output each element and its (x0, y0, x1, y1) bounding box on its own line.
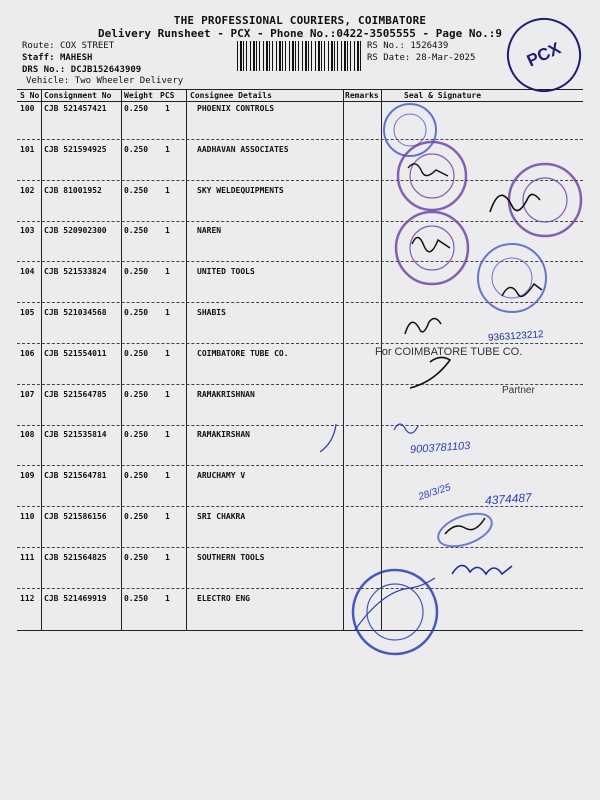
cell-weight: 0.250 (124, 593, 149, 603)
cell-weight: 0.250 (124, 104, 149, 113)
col-header-consignee: Consignee Details (190, 91, 272, 100)
staff-value: MAHESH (59, 53, 93, 63)
staff-label: Staff: (22, 53, 55, 63)
cell-consignment-no: CJB 521586156 (44, 512, 107, 521)
partner-text: Partner (502, 385, 535, 396)
col-header-seal: Seal & Signature (404, 91, 482, 100)
rs-date-label: RS Date: (367, 53, 411, 63)
number-109: 4374487 (484, 490, 533, 508)
col-header-pcs: PCS (160, 91, 175, 100)
cell-weight: 0.250 (124, 308, 149, 317)
signature-104 (502, 284, 542, 296)
signature-112 (355, 578, 435, 630)
cell-consignee-name: SOUTHERN TOOLS (197, 552, 265, 562)
stamp-naren (396, 212, 468, 284)
cell-consignment-no: CJB 521469919 (44, 593, 107, 603)
cell-consignee-name: SKY WELDEQUIPMENTS (197, 185, 284, 195)
cell-consignment-no: CJB 521457421 (44, 104, 107, 113)
cell-pcs: 1 (165, 267, 170, 277)
cell-pcs: 1 (165, 104, 170, 113)
cell-consignment-no: CJB 521564785 (44, 389, 107, 399)
cell-sno: 103 (20, 226, 35, 236)
cell-pcs: 1 (165, 512, 170, 521)
cell-pcs: 1 (165, 552, 170, 562)
cell-weight: 0.250 (124, 267, 149, 277)
cell-sno: 104 (20, 267, 35, 277)
cell-sno: 111 (20, 552, 35, 562)
company-title: THE PROFESSIONAL COURIERS, COIMBATORE (173, 14, 427, 27)
cell-consignee-name: COIMBATORE TUBE CO. (197, 348, 289, 358)
cell-consignee-name: RAMAKRISHNAN (197, 389, 255, 399)
cell-consignee-name: PHOENIX CONTROLS (197, 104, 275, 113)
cell-sno: 106 (20, 348, 35, 358)
cell-consignment-no: CJB 521533824 (44, 267, 107, 277)
cell-consignee-name: SHABIS (197, 308, 226, 317)
col-header-consignment: Consignment No (44, 91, 112, 100)
cell-weight: 0.250 (124, 430, 149, 440)
stamp-sky-weld (509, 164, 581, 236)
cell-weight: 0.250 (124, 552, 149, 562)
rs-date-value: 28-Mar-2025 (415, 53, 476, 63)
rs-no-label: RS No.: (367, 41, 405, 51)
cell-weight: 0.250 (124, 512, 149, 521)
cell-pcs: 1 (165, 471, 170, 481)
cell-pcs: 1 (165, 185, 170, 195)
cell-sno: 101 (20, 144, 35, 154)
cell-consignee-name: ELECTRO ENG (197, 593, 250, 603)
runsheet-subtitle: Delivery Runsheet - PCX - Phone No.:0422-3505555 - Page No.:9 (98, 27, 502, 40)
cell-consignment-no: CJB 521034568 (44, 308, 107, 317)
cell-pcs: 1 (165, 389, 170, 399)
cell-consignment-no: CJB 521564825 (44, 552, 107, 562)
cell-sno: 109 (20, 471, 35, 481)
signature-108 (320, 424, 418, 452)
cell-consignment-no: CJB 521594925 (44, 144, 107, 154)
stamp-united-tools (478, 244, 546, 312)
stamp-phoenix (384, 104, 436, 156)
rs-no-value: 1526439 (410, 41, 449, 51)
phone-108: 9003781103 (409, 439, 471, 457)
cell-consignee-name: ARUCHAMY V (197, 471, 246, 481)
cell-sno: 110 (20, 512, 35, 521)
cell-sno: 105 (20, 308, 35, 317)
stamp-electro (353, 570, 437, 654)
col-header-remarks: Remarks (345, 91, 379, 100)
stamp-sri-chakra (434, 507, 496, 552)
route-value: COX STREET (59, 41, 115, 51)
signature-102 (490, 194, 540, 212)
drs-value: DCJB152643909 (70, 65, 142, 75)
vehicle-value: Two Wheeler Delivery (74, 76, 184, 86)
signature-111 (452, 565, 512, 574)
signature-106 (410, 357, 450, 388)
drs-label: DRS No.: (22, 65, 66, 75)
cell-sno: 112 (20, 593, 35, 603)
stamp-aadhavan (398, 142, 466, 210)
cell-pcs: 1 (165, 226, 170, 236)
cell-pcs: 1 (165, 348, 170, 358)
cell-consignee-name: AADHAVAN ASSOCIATES (197, 144, 289, 154)
cell-consignment-no: CJB 521535814 (44, 430, 107, 440)
cell-consignment-no: CJB 520902300 (44, 226, 107, 236)
signature-105 (405, 318, 441, 334)
cell-consignment-no: CJB 521564781 (44, 471, 107, 481)
cell-weight: 0.250 (124, 185, 149, 195)
route-label: Route: (22, 41, 55, 51)
cell-sno: 107 (20, 389, 35, 399)
cell-pcs: 1 (165, 308, 170, 317)
signature-103 (412, 237, 450, 251)
signature-101 (408, 164, 448, 176)
tube-company-stamp-text: For COIMBATORE TUBE CO. (375, 346, 523, 358)
col-header-sno: S No (20, 91, 40, 100)
cell-weight: 0.250 (124, 144, 149, 154)
cell-consignee-name: SRI CHAKRA (197, 512, 246, 521)
cell-consignee-name: RAMAKIRSHAN (197, 430, 250, 440)
cell-sno: 108 (20, 430, 35, 440)
cell-consignee-name: UNITED TOOLS (197, 267, 255, 277)
cell-sno: 102 (20, 185, 35, 195)
phone-106: 9363123212 (487, 329, 544, 344)
cell-weight: 0.250 (124, 471, 149, 481)
cell-sno: 100 (20, 104, 35, 113)
date-109: 28/3/25 (417, 482, 453, 503)
cell-weight: 0.250 (124, 389, 149, 399)
cell-weight: 0.250 (124, 226, 149, 236)
col-header-weight: Weight (124, 91, 153, 100)
cell-consignment-no: CJB 521554011 (44, 348, 107, 358)
cell-pcs: 1 (165, 430, 170, 440)
pcx-stamp: PCX (495, 6, 593, 104)
cell-pcs: 1 (165, 593, 170, 603)
cell-pcs: 1 (165, 144, 170, 154)
vehicle-label: Vehicle: (26, 76, 70, 86)
cell-consignment-no: CJB 81001952 (44, 185, 102, 195)
cell-weight: 0.250 (124, 348, 149, 358)
cell-consignee-name: NAREN (197, 226, 222, 236)
